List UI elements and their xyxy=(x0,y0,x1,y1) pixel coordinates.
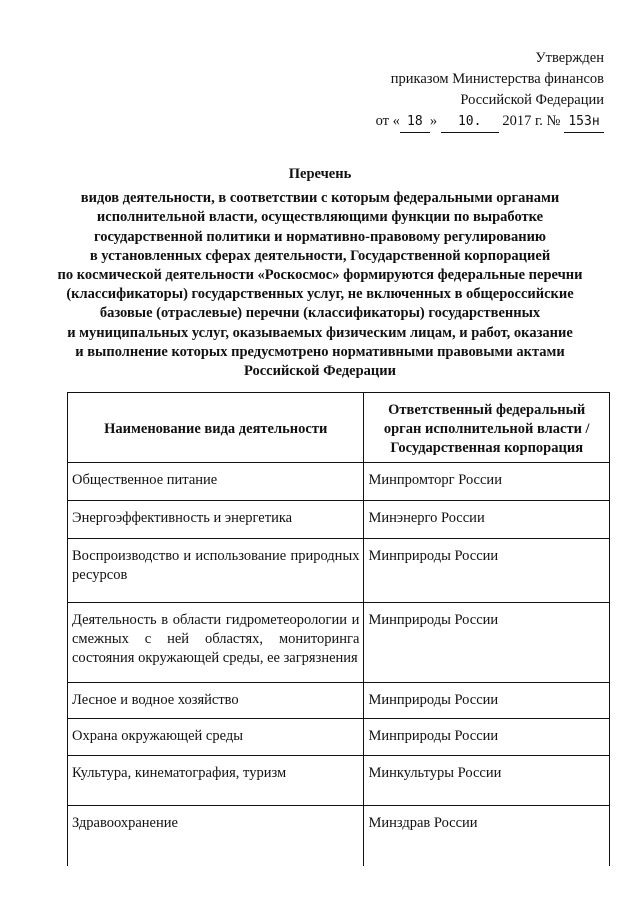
authority-cell: Минприроды России xyxy=(364,603,610,683)
title-line: (классификаторы) государственных услуг, не включенных в общероссийские xyxy=(66,286,574,303)
approval-line-3: Российской Федерации xyxy=(460,92,604,108)
authority-cell: Минкультуры России xyxy=(364,756,610,806)
activity-cell: Культура, кинематография, туризм xyxy=(68,756,364,806)
title-line: видов деятельности, в соответствии с которым федеральными органами xyxy=(80,190,560,207)
approval-line-2: приказом Министерства финансов xyxy=(390,71,604,87)
approval-line-1: Утвержден xyxy=(535,50,604,66)
activity-cell: Охрана окружающей среды xyxy=(68,719,364,756)
title-line: базовые (отраслевые) перечни (классификаторы) государственных xyxy=(99,305,541,322)
activities-table xyxy=(67,392,610,866)
title-heading: Перечень xyxy=(288,166,352,182)
activity-cell: Деятельность в области гидрометеорологии и смежных с ней областях, мониторинга состояния окружающей среды, ее загрязнения xyxy=(68,603,364,683)
date-mid: » xyxy=(429,113,438,129)
title-line: в установленных сферах деятельности, Государственной корпорацией xyxy=(89,247,551,264)
table-row xyxy=(68,756,610,806)
title-line: исполнительной власти, осуществляющими функции по выработке xyxy=(96,209,544,226)
authority-cell: Минпромторг России xyxy=(364,463,610,501)
title-line: государственной политики и нормативно-правовому регулированию xyxy=(93,228,547,245)
activity-cell: Энергоэффективность и энергетика xyxy=(68,501,364,539)
title-line: по космической деятельности «Роскосмос» формируются федеральные перечни xyxy=(57,267,583,284)
table-row xyxy=(68,501,610,539)
title-line: и выполнение которых предусмотрено нормативными правовыми актами xyxy=(75,343,565,360)
title-line: Российской Федерации xyxy=(243,363,396,380)
authority-cell: Минздрав России xyxy=(364,806,610,866)
activity-cell: Воспроизводство и использование природных ресурсов xyxy=(68,539,364,603)
activity-cell: Общественное питание xyxy=(68,463,364,501)
table-row xyxy=(68,603,610,683)
document-title xyxy=(40,165,600,381)
authority-cell: Минприроды России xyxy=(364,539,610,603)
approval-date-line xyxy=(376,111,604,133)
title-line: и муниципальных услуг, оказываемых физическим лицам, и работ, оказание xyxy=(67,324,573,341)
date-prefix: от « xyxy=(375,113,400,129)
table-header-row xyxy=(68,393,610,463)
table-row xyxy=(68,683,610,719)
date-year: 2017 г. № xyxy=(502,113,561,129)
header-authority: Ответственный федеральный орган исполнительной власти / Государственная корпорация xyxy=(364,393,610,463)
header-activity: Наименование вида деятельности xyxy=(68,393,364,463)
authority-cell: Минэнерго России xyxy=(364,501,610,539)
table-row xyxy=(68,719,610,756)
activity-cell: Лесное и водное хозяйство xyxy=(68,683,364,719)
order-number: 153н xyxy=(564,111,604,133)
date-day: 18 xyxy=(400,111,430,133)
authority-cell: Минприроды России xyxy=(364,719,610,756)
date-month: 10. xyxy=(441,111,499,133)
table-row xyxy=(68,806,610,866)
table-row xyxy=(68,539,610,603)
approval-block xyxy=(376,48,604,133)
authority-cell: Минприроды России xyxy=(364,683,610,719)
activity-cell: Здравоохранение xyxy=(68,806,364,866)
table-row xyxy=(68,463,610,501)
